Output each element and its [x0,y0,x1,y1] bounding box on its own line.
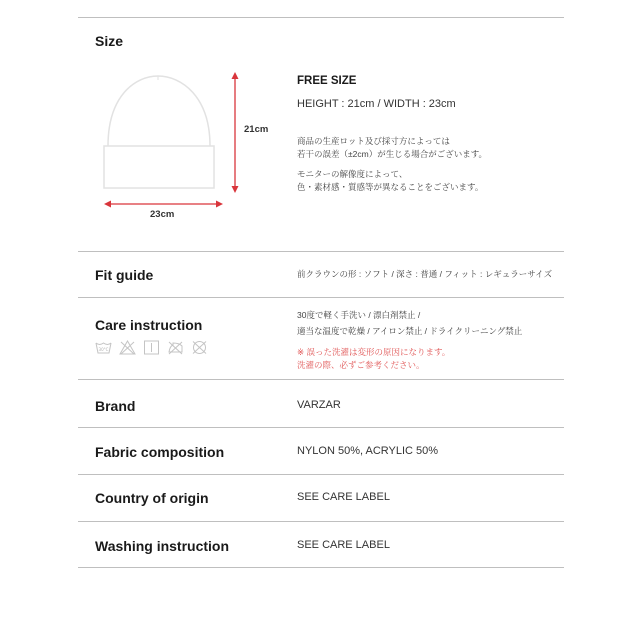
size-note-1: 商品の生産ロット及び採寸方によっては 若干の誤差（±2cm）が生じる場合がございます。 [297,136,488,159]
brand-heading: Brand [95,398,136,414]
washing-instruction-heading: Washing instruction [95,538,230,554]
divider [78,297,564,298]
arrow-down-icon [232,186,239,193]
care-warning: ※ 誤った洗濯は変形の原因になります。 洗濯の際、必ずご参考ください。 [297,347,451,370]
care-icons [95,340,208,355]
washing-instruction-value: SEE CARE LABEL [297,539,390,551]
no-dry-clean-icon [191,340,208,355]
divider [78,427,564,428]
size-measurements: HEIGHT : 21cm / WIDTH : 23cm [297,98,456,110]
country-of-origin-value: SEE CARE LABEL [297,491,390,503]
beanie-diagram [95,66,255,216]
brand-value: VARZAR [297,399,341,411]
divider [78,521,564,522]
tumble-dry-icon [143,340,160,355]
care-instruction-heading: Care instruction [95,317,203,333]
size-heading: Size [95,33,124,49]
size-note-2: モニターの解像度によって、 色・素材感・質感等が異なることをございます。 [297,169,484,192]
divider [78,17,564,18]
svg-text:30°C: 30°C [98,347,109,352]
no-iron-icon [167,340,184,355]
arrow-up-icon [232,72,239,79]
beanie-crown [108,76,210,146]
size-title: FREE SIZE [297,75,357,87]
fit-guide-heading: Fit guide [95,267,154,283]
divider [78,379,564,380]
divider [78,567,564,568]
beanie-cuff [104,146,214,188]
fabric-composition-value: NYLON 50%, ACRYLIC 50% [297,445,439,457]
width-dimension-label: 23cm [150,209,175,220]
no-bleach-icon [119,340,136,355]
arrow-left-icon [104,201,111,208]
divider [78,474,564,475]
care-instruction-text: 30度で軽く手洗い / 漂白剤禁止 / 適当な温度で乾燥 / アイロン禁止 / ドライクリーニング禁止 [297,310,523,336]
country-of-origin-heading: Country of origin [95,490,209,506]
height-dimension-label: 21cm [244,124,269,135]
arrow-right-icon [216,201,223,208]
fabric-composition-heading: Fabric composition [95,444,225,460]
fit-guide-value: 前クラウンの形 : ソフト / 深さ : 普通 / フィット : レギュラーサイズ [297,269,553,279]
hand-wash-icon [95,340,112,355]
divider [78,251,564,252]
